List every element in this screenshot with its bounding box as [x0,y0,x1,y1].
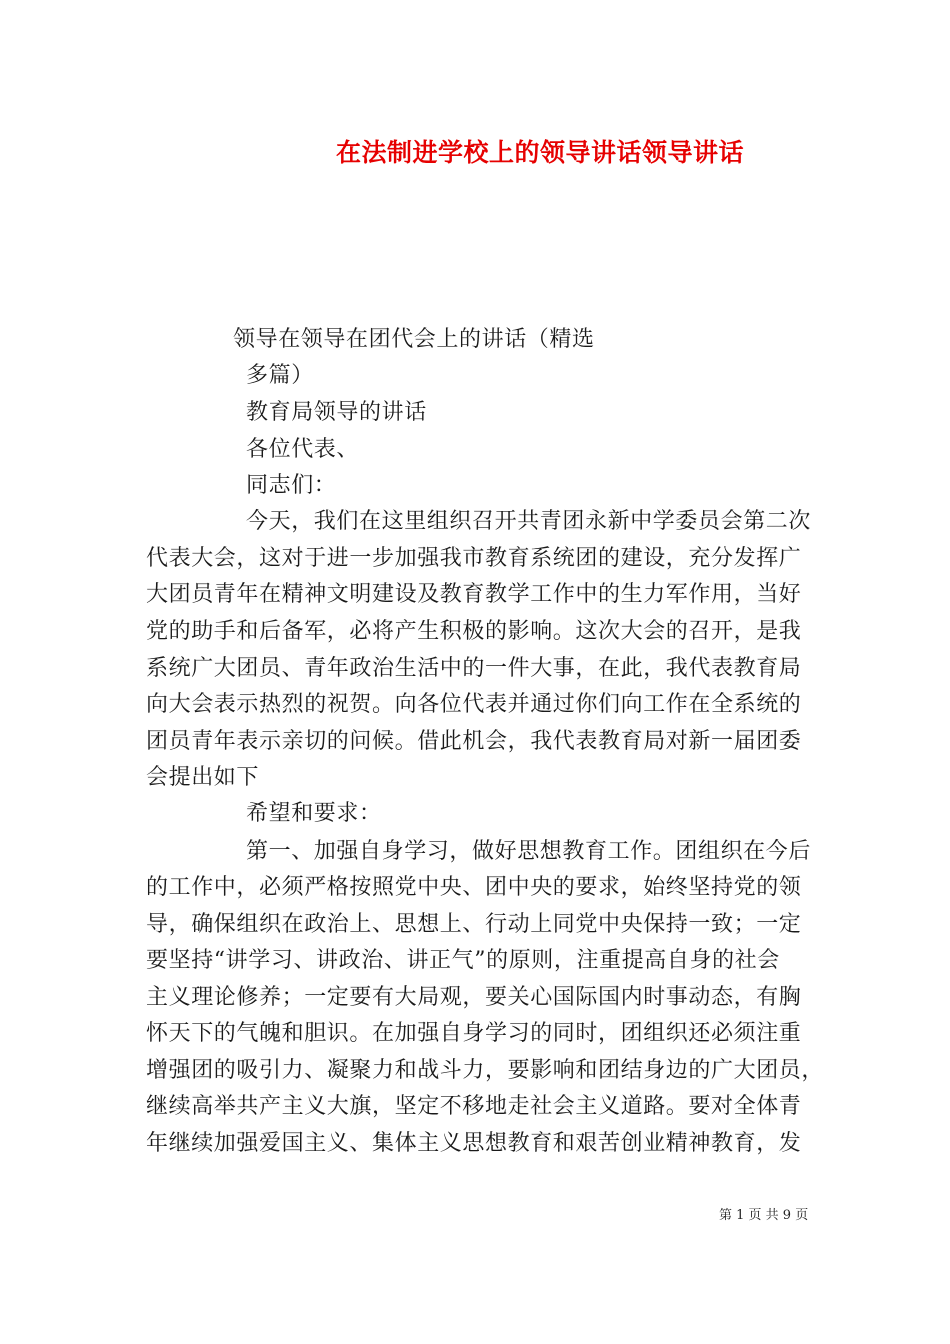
text-line: 团员青年表示亲切的问候。借此机会，我代表教育局对新一届团委 [146,729,802,754]
text-line: 系统广大团员、青年政治生活中的一件大事，在此，我代表教育局 [146,656,802,681]
text-line: 党的助手和后备军，必将产生积极的影响。这次大会的召开，是我 [146,619,802,644]
text-line: 第一、加强自身学习，做好思想教育工作。团组织在今后 [246,839,812,864]
page-title: 在法制进学校上的领导讲话领导讲话 [335,138,744,167]
text-line: 的工作中，必须严格按照党中央、团中央的要求，始终坚持党的领 [146,875,802,900]
text-line: 多篇） [246,363,314,388]
text-line: 导，确保组织在政治上、思想上、行动上同党中央保持一致；一定 [146,912,802,937]
text-line: 领导在领导在团代会上的讲话（精选 [233,327,595,352]
text-line: 主义理论修养；一定要有大局观，要关心国际国内时事动态，有胸 [146,985,802,1010]
text-line: 代表大会，这对于进一步加强我市教育系统团的建设，充分发挥广 [146,546,802,571]
page-footer: 第 1 页 共 9 页 [719,1208,809,1223]
text-line: 怀天下的气魄和胆识。在加强自身学习的同时，团组织还必须注重 [146,1021,802,1046]
text-line: 年继续加强爱国主义、集体主义思想教育和艰苦创业精神教育，发 [146,1131,802,1156]
text-line: 教育局领导的讲话 [246,400,427,425]
text-line: 各位代表、 [246,437,360,462]
text-line: 向大会表示热烈的祝贺。向各位代表并通过你们向工作在全系统的 [146,692,802,717]
text-line: 同志们： [246,473,337,498]
text-line: 希望和要求： [246,801,382,826]
text-line: 大团员青年在精神文明建设及教育教学工作中的生力军作用，当好 [146,582,802,607]
text-line: 增强团的吸引力、凝聚力和战斗力，要影响和团结身边的广大团员， [146,1058,825,1083]
text-line: 继续高举共产主义大旗，坚定不移地走社会主义道路。要对全体青 [146,1094,802,1119]
text-line: 今天，我们在这里组织召开共青团永新中学委员会第二次 [246,509,812,534]
text-line: 会提出如下 [146,765,260,790]
text-line: 要坚持“讲学习、讲政治、讲正气”的原则，注重提高自身的社会 [146,948,780,973]
